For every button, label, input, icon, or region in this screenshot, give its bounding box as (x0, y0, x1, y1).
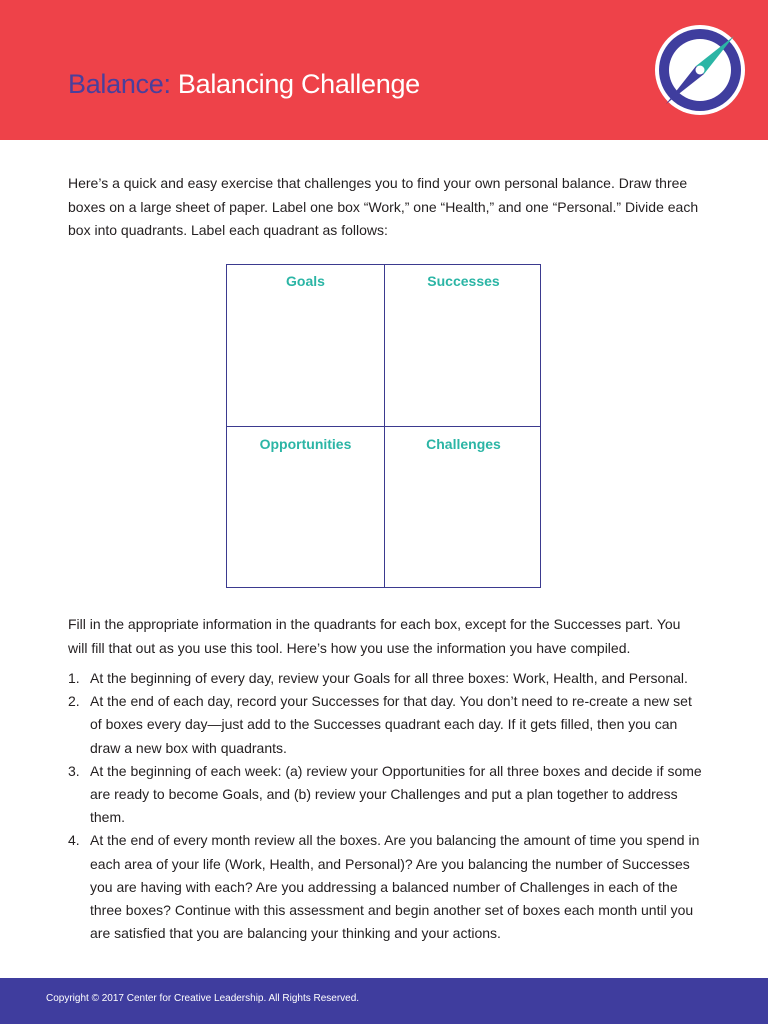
step-text: At the end of every month review all the boxes. Are you balancing the amount of time you spend in each area of your life (Work, Health, and Personal)? Are you balancing the number of Successes you are having with each? Are you addressing a balanced number of Challenges in each of the three boxes? Continue with this assessment and begin another set of boxes each month until you are satisfied that you are balancing your thinking and your actions. (90, 832, 700, 942)
grid-divider-horizontal (227, 426, 540, 427)
list-item (68, 829, 702, 945)
list-item (68, 690, 702, 760)
step-number: 3. (68, 762, 80, 779)
step-number: 4. (68, 832, 80, 849)
instructions-paragraph: Fill in the appropriate information in the quadrants for each box, except for the Successes part. You will fill that out as you use this tool. Here’s how you use the information you have compiled. (68, 616, 681, 656)
step-number: 2. (68, 693, 80, 710)
title-main: Balancing Challenge (177, 69, 420, 99)
copyright-text: Copyright © 2017 Center for Creative Leadership. All Rights Reserved. (46, 993, 360, 1004)
steps-list (68, 667, 702, 945)
quadrant-goals-label: Goals (286, 273, 325, 289)
intro-paragraph: Here’s a quick and easy exercise that challenges you to find your own personal balance. Draw three boxes on a large sheet of paper. Label one box “Work,” one “Health,” and one “Personal.” Divide each box into quadrants. Label each quadrant as follows: (68, 175, 699, 238)
page-footer (0, 978, 768, 1024)
compass-icon (654, 24, 746, 116)
step-text: At the beginning of every day, review your Goals for all three boxes: Work, Health, and Personal. (90, 670, 688, 686)
step-text: At the end of each day, record your Successes for that day. You don’t need to re-create a new set of boxes every day—just add to the Successes quadrant each day. If it gets filled, then you can draw a new box with quadrants. (90, 693, 692, 756)
quadrant-challenges-label: Challenges (426, 436, 501, 452)
quadrant-grid (226, 264, 541, 588)
step-number: 1. (68, 670, 80, 686)
title-prefix: Balance: (68, 69, 171, 99)
list-item (68, 760, 702, 830)
list-item (68, 667, 702, 690)
step-text: At the beginning of each week: (a) review your Opportunities for all three boxes and decide if some are ready to become Goals, and (b) review your Challenges and put a plan together to address them. (90, 762, 702, 826)
page-header (0, 0, 768, 140)
quadrant-successes-label: Successes (427, 273, 500, 289)
quadrant-opportunities-label: Opportunities (259, 436, 352, 452)
page-title (68, 66, 420, 102)
